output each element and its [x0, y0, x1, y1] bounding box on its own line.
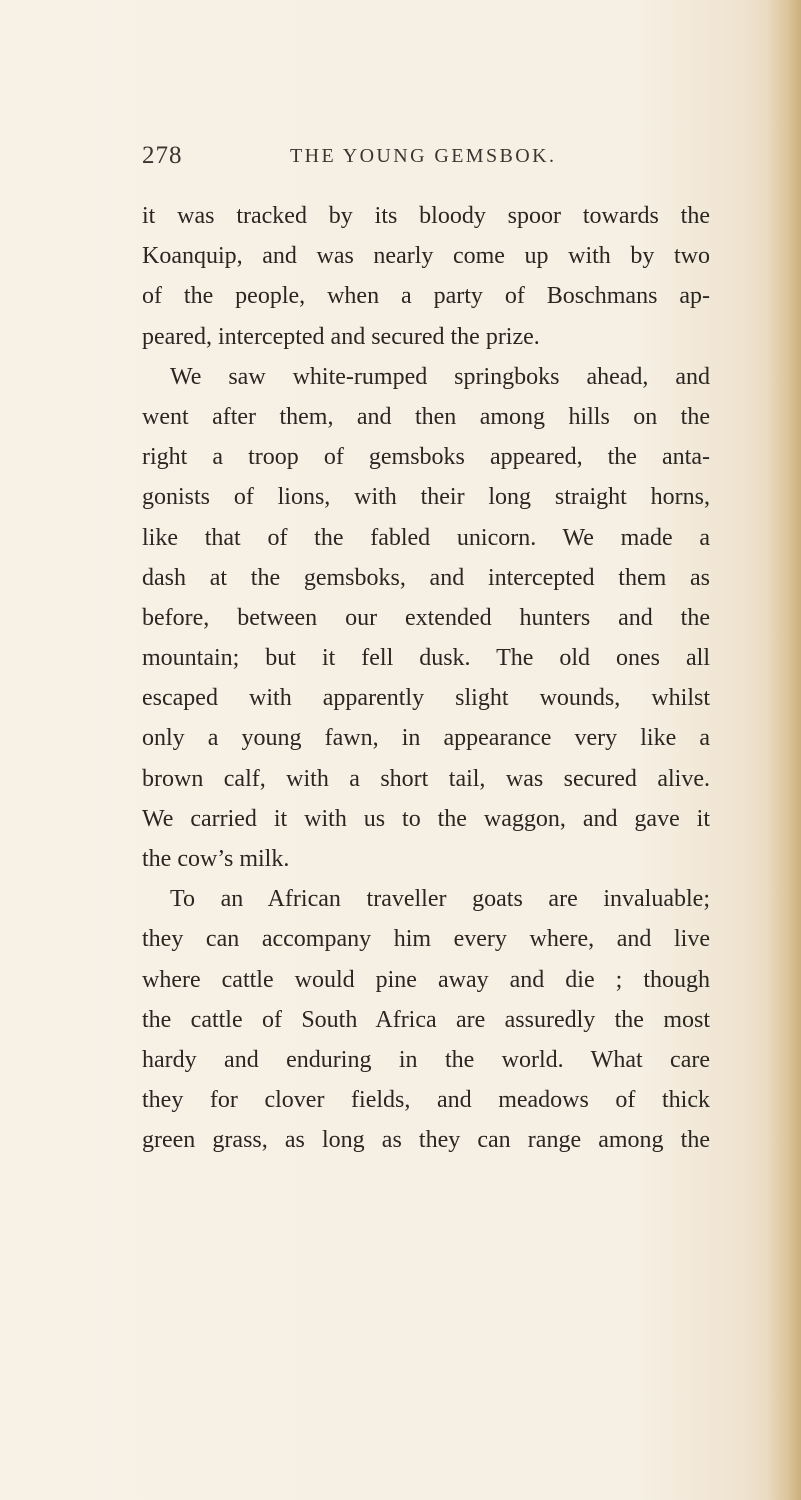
text-line: they can accompany him every where, and live — [142, 926, 710, 953]
text-line: the cattle of South Africa are assuredly the most — [142, 1006, 710, 1033]
text-line: they for clover fields, and meadows of thick — [142, 1087, 710, 1114]
text-line: before, between our extended hunters and the — [142, 604, 710, 631]
text-line: dash at the gemsboks, and intercepted them as — [142, 564, 710, 591]
text-line: only a young fawn, in appearance very like a — [142, 725, 710, 752]
text-line: went after them, and then among hills on the — [142, 403, 710, 430]
text-line: green grass, as long as they can range among the — [142, 1127, 710, 1154]
text-line: like that of the fabled unicorn. We made a — [142, 524, 710, 551]
text-line: mountain; but it fell dusk. The old ones all — [142, 645, 710, 672]
page-number: 278 — [142, 142, 183, 169]
text-line: where cattle would pine away and die ; though — [142, 966, 710, 993]
text-line: gonists of lions, with their long straight horns, — [142, 484, 710, 511]
page-edge-shadow — [767, 0, 801, 1500]
paragraph-start-line: We saw white-rumped springboks ahead, and — [170, 363, 710, 390]
text-line: brown calf, with a short tail, was secured alive. — [142, 765, 710, 792]
text-line: the cow’s milk. — [142, 846, 290, 872]
text-line: peared, intercepted and secured the prize. — [142, 323, 540, 350]
text-line: right a troop of gemsboks appeared, the anta- — [142, 444, 710, 471]
text-line: hardy and enduring in the world. What care — [142, 1046, 710, 1073]
running-head — [142, 142, 712, 176]
paragraph-start-line: To an African traveller goats are invaluable; — [170, 886, 710, 913]
text-line: of the people, when a party of Boschmans ap- — [142, 283, 710, 310]
text-line: it was tracked by its bloody spoor towards the — [142, 203, 710, 229]
running-title: THE YOUNG GEMSBOK. — [290, 145, 557, 167]
text-line: We carried it with us to the waggon, and gave it — [142, 805, 710, 832]
body-text — [142, 196, 710, 1161]
text-line: escaped with apparently slight wounds, whilst — [142, 685, 710, 712]
text-line: Koanquip, and was nearly come up with by two — [142, 243, 710, 270]
